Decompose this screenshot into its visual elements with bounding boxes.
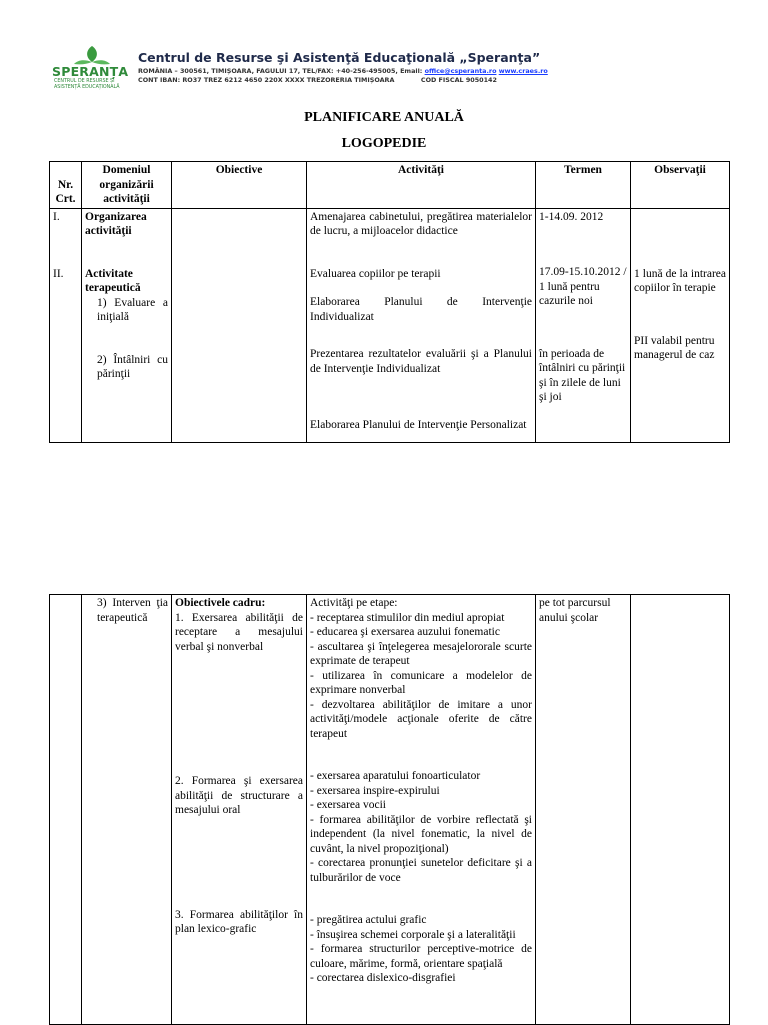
- planning-table-1: [49, 161, 730, 443]
- cell-notes: [631, 595, 730, 1025]
- header-domain-line-1: Domeniul: [102, 164, 151, 176]
- header-nr: [50, 162, 82, 209]
- cell-nr: [50, 208, 82, 442]
- activity-line: - însuşirea schemei corporale şi a lateralităţii: [310, 928, 516, 941]
- header-domain: [82, 162, 172, 209]
- sub-therapeutic-intervention: 3) Interven ţia terapeutică: [97, 597, 168, 624]
- cell-objectives: [172, 595, 307, 1025]
- activity-evaluation: Evaluarea copiilor pe terapii: [310, 267, 441, 280]
- website-link[interactable]: www.craes.ro: [498, 67, 548, 75]
- activity-room-setup: Amenajarea cabinetului, pregătirea materialelor de lucru, a mijloacelor didactice: [310, 210, 532, 237]
- term-meetings: în perioada de întâlniri cu părinţii şi în zilele de luni şi joi: [539, 347, 626, 403]
- domain-organization: Organizarea activităţii: [85, 210, 147, 237]
- activity-line: - educarea şi exersarea auzului fonematic: [310, 626, 500, 638]
- activity-line: - pregătirea actului grafic: [310, 914, 427, 926]
- logo-subtitle: CENTRUL DE RESURSE ȘI ASISTENȚĂ EDUCAȚIONALĂ: [54, 79, 120, 90]
- cell-domain: [82, 595, 172, 1025]
- header-term: Termen: [536, 162, 631, 209]
- domain-therapy: Activitate terapeutică: [85, 267, 141, 294]
- activity-presentation: Prezentarea rezultatelor evaluării şi a Planului de Intervenţie Individualizat: [310, 348, 532, 375]
- activities-title: Activităţi pe etape:: [310, 597, 398, 609]
- row-number-2: II.: [53, 268, 64, 280]
- objective-2: 2. Formarea şi exersarea abilităţii de structurare a mesajului oral: [175, 775, 303, 816]
- activity-line: - exersarea vocii: [310, 799, 386, 811]
- cell-activities: [307, 595, 536, 1025]
- sub-parent-meetings: 2) Întâlniri cu părinţii: [97, 353, 168, 380]
- objectives-title: Obiectivele cadru:: [175, 597, 266, 609]
- page-subtitle: LOGOPEDIE: [341, 136, 427, 151]
- address-block: [138, 67, 548, 84]
- activity-line: - corectarea dislexico-disgrafiei: [310, 972, 456, 984]
- activity-line: - dezvoltarea abilităţilor de imitare a unor activităţi/modele acţionale oferite de către terapeut: [310, 698, 532, 740]
- note-pii: PII valabil pentru managerul de caz: [634, 334, 715, 361]
- cell-term: [536, 208, 631, 442]
- logo: [50, 44, 134, 94]
- organization-name: Centrul de Resurse şi Asistenţă Educaţională „Speranţa”: [138, 50, 541, 65]
- cell-objectives: [172, 208, 307, 442]
- note-evaluation: 1 lună de la intrarea copiilor în terapie: [634, 267, 726, 294]
- term-school-year: pe tot parcursul anului şcolar: [539, 597, 611, 624]
- activity-line: - corectarea pronunţiei sunetelor deficitare şi a tulburărilor de voce: [310, 857, 532, 884]
- address-line: ROMÂNIA – 300561, TIMIȘOARA, FAGULUI 17, TEL/FAX: +40-256-495005, Email:: [138, 67, 423, 75]
- activity-line: - formarea abilităţilor de vorbire reflectată şi independent (la nivel fonematic, la nivel de cuvânt, la nivel propoziţional): [310, 813, 532, 855]
- cell-activities: [307, 208, 536, 442]
- activity-pii: Elaborarea Planului de Intervenţie Individualizat: [310, 296, 532, 323]
- objective-1: 1. Exersarea abilităţii de receptare a mesajului verbal şi nonverbal: [175, 611, 303, 653]
- letterhead: [50, 44, 730, 94]
- header-domain-line-2: organizării: [99, 178, 154, 191]
- header-notes: Observaţii: [631, 162, 730, 209]
- term-evaluation: 17.09-15.10.2012 / 1 lună pentru cazurile noi: [539, 266, 627, 307]
- row-number-1: I.: [53, 210, 60, 223]
- cell-notes: [631, 208, 730, 442]
- activity-line: - exersarea aparatului fonoarticulator: [310, 770, 481, 782]
- activity-line: - utilizarea în comunicare a modelelor de exprimare nonverbal: [310, 669, 532, 696]
- activity-line: - receptarea stimulilor din mediul apropiat: [310, 611, 505, 624]
- planning-table-2: [49, 594, 730, 1025]
- table-row: [50, 208, 730, 442]
- header-activities: Activităţi: [307, 162, 536, 209]
- activity-line: - formarea structurilor perceptive-motrice de culoare, mărime, formă, orientare spaţială: [310, 943, 532, 970]
- fiscal-code: COD FISCAL 9050142: [420, 75, 497, 84]
- activity-line: - ascultarea şi înţelegerea mesajelororale scurte exprimate de terapeut: [310, 640, 532, 667]
- activity-line: - exersarea inspire-expirului: [310, 784, 440, 797]
- objective-3: 3. Formarea abilităţilor în plan lexico-grafic: [175, 908, 303, 935]
- term-setup: 1-14.09. 2012: [539, 210, 604, 223]
- header-domain-line-3: activităţii: [103, 193, 150, 205]
- bank-account-line: CONT IBAN: RO37 TREZ 6212 4650 220X XXXX TREZORERIA TIMIȘOARA: [138, 75, 395, 84]
- header-nr-line-1: Nr.: [57, 178, 74, 191]
- page-title: PLANIFICARE ANUALĂ: [304, 110, 464, 125]
- cell-domain: [82, 208, 172, 442]
- table-row: [50, 595, 730, 1025]
- table-header-row: [50, 162, 730, 209]
- cell-nr: [50, 595, 82, 1025]
- logo-leaf-icon: [50, 44, 134, 66]
- header-nr-line-2: Crt.: [55, 193, 76, 205]
- email-link[interactable]: office@csperanta.ro: [424, 67, 497, 75]
- cell-term: [536, 595, 631, 1025]
- header-objectives: Obiective: [172, 162, 307, 209]
- activity-pip: Elaborarea Planului de Intervenţie Personalizat: [310, 419, 527, 431]
- sub-initial-evaluation: 1) Evaluare a iniţială: [97, 296, 168, 323]
- logo-name: SPERANȚA: [52, 64, 129, 79]
